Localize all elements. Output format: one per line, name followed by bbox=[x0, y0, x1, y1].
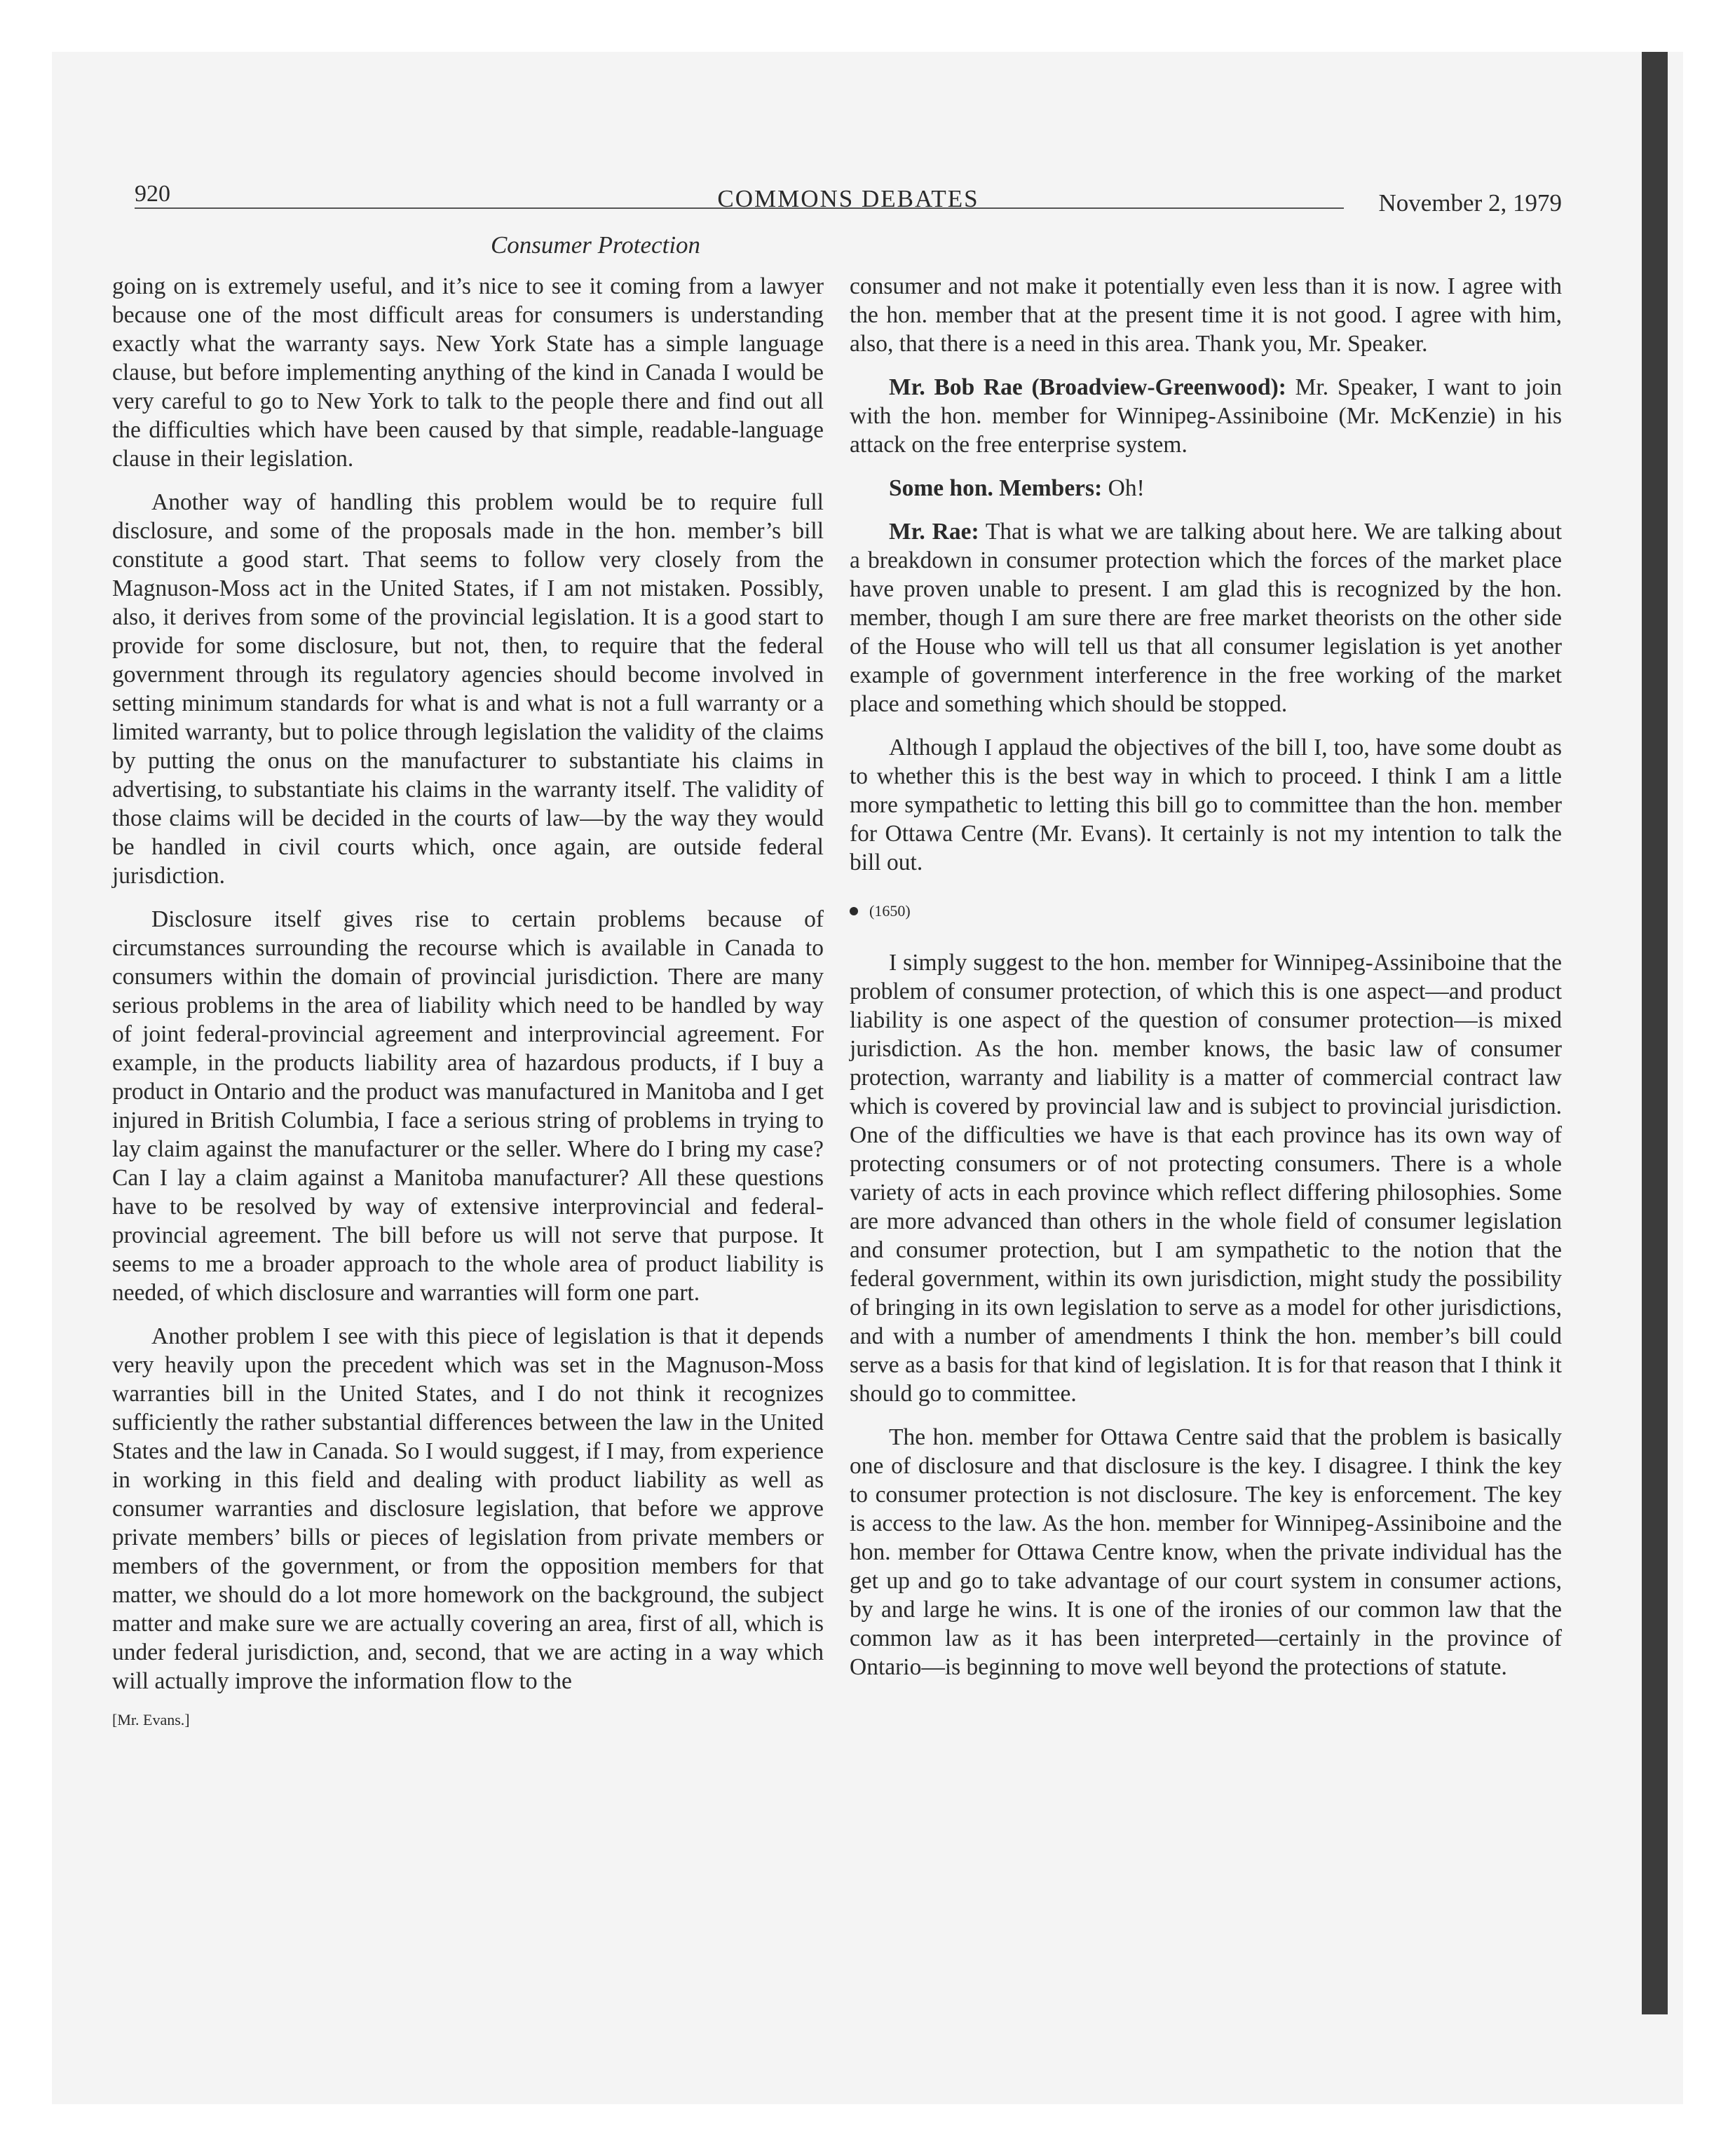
speaker-name: Mr. Rae: bbox=[889, 519, 979, 545]
paragraph: Another way of handling this problem would be to require full disclosure, and some of the proposals made in the hon. member’s bill constitute a good start. That seems to follow very closely from the Magnuson-Moss act in the United States, if I am not mistaken. Possibly, also, it derives from some of the provincial legislation. It is a good start to provide for some disclosure, but not, then, to require that the federal government through its regulatory agencies should become involved in setting minimum standards for what is and what is not a full warranty or a limited warranty, but to police through legislation the validity of the claims by putting the onus on the manufacturer to substantiate his claims in advertising, to substantiate his claims in the warranty itself. The validity of those claims will be decided in the courts of law—by the way they would be handled in civil courts which, once again, are outside federal jurisdiction. bbox=[112, 489, 824, 889]
speaker-attribution: [Mr. Evans.] bbox=[112, 1711, 190, 1728]
right-column bbox=[850, 272, 1562, 1696]
paragraph: Another problem I see with this piece of legislation is that it depends very heavily upon the precedent which was set in the Magnuson-Moss warranties bill in the United States, and I do not think it recognizes sufficiently the rather substantial differences between the law in the United States and the law in Canada. So I would suggest, if I may, from experience in working in this field and dealing with product liability as well as consumer warranties and disclosure legislation, that before we approve private members’ bills or pieces of legislation from private members or members of the government, or from the opposition members for that matter, we should do a lot more homework on the background, the subject matter and make sure we are actually covering an area, first of all, which is under federal jurisdiction, and, second, that we are acting in a way which will actually improve the information flow to the bbox=[112, 1323, 824, 1694]
section-title: Consumer Protection bbox=[490, 231, 701, 259]
page-number: 920 bbox=[135, 181, 170, 207]
header-date: November 2, 1979 bbox=[1378, 189, 1562, 217]
speech-text: Mr. Speaker, I want to join with the hon. member for Winnipeg-Assiniboine (Mr. McKenzie) in his attack on the free enterprise system. bbox=[850, 374, 1562, 458]
speech-paragraph bbox=[850, 517, 1562, 718]
header-rule bbox=[135, 207, 1344, 209]
binding-shadow bbox=[1642, 52, 1668, 2014]
speech-text: That is what we are talking about here. We are talking about a breakdown in consumer protection which the forces of the market place have proven unable to present. I am glad this is recognized by the hon. member, though I am sure there are free market theorists on the other side of the House who will tell us that all consumer legislation is yet another example of government interference in the free working of the market place and something which should be stopped. bbox=[850, 519, 1562, 717]
running-title: COMMONS DEBATES bbox=[717, 185, 979, 212]
time-marker-label: (1650) bbox=[869, 902, 911, 920]
paragraph: The hon. member for Ottawa Centre said that the problem is basically one of disclosure and that disclosure is the key. I disagree. I think the key to consumer protection is not disclosure. The key is enforcement. The key is access to the law. As the hon. member for Winnipeg-Assiniboine and the hon. member for Ottawa Centre know, when the private individual has the get up and go to take advantage of our court system in consumer actions, by and large he wins. It is one of the ironies of our common law that the common law as it has been interpreted—certainly in the province of Ontario—is beginning to move well beyond the protections of statute. bbox=[850, 1424, 1562, 1680]
time-marker bbox=[850, 901, 1562, 922]
speech-paragraph bbox=[850, 373, 1562, 459]
paragraph: Although I applaud the objectives of the bill I, too, have some doubt as to whether this is the best way in which to proceed. I think I am a little more sympathetic to letting this bill go to committee than the hon. member for Ottawa Centre (Mr. Evans). It certainly is not my intention to talk the bill out. bbox=[850, 735, 1562, 875]
speaker-name: Mr. Bob Rae bbox=[889, 374, 1023, 400]
paragraph: consumer and not make it potentially even less than it is now. I agree with the hon. member that at the present time it is not good. I agree with him, also, that there is a need in this area. Thank you, Mr. Speaker. bbox=[850, 273, 1562, 357]
left-column bbox=[112, 272, 824, 1730]
page-header bbox=[135, 181, 1562, 220]
paragraph: going on is extremely useful, and it’s nice to see it coming from a lawyer because one of the most difficult areas for consumers is understanding exactly what the warranty says. New York State has a simple language clause, but before implementing anything of the kind in Canada I would be very careful to go to New York to talk to the people there and find out all the difficulties which have been caused by that simple, readable-language clause in their legislation. bbox=[112, 273, 824, 472]
speaker-constituency: (Broadview-Greenwood): bbox=[1031, 374, 1286, 400]
paragraph: I simply suggest to the hon. member for Winnipeg-Assiniboine that the problem of consumer protection, of which this is one aspect—and product liability is one aspect of the question of consumer protection—is mixed jurisdiction. As the hon. member knows, the basic law of consumer protection, warranty and liability is a matter of commercial contract law which is covered by provincial law and is subject to provincial jurisdiction. One of the difficulties we have is that each province has its own way of protecting consumers or of not protecting consumers. There is a whole variety of acts in each province which reflect differing philosophies. Some are more advanced than others in the whole field of consumer legislation and consumer protection, but I am sympathetic to the notion that the federal government, within its own jurisdiction, might study the possibility of bringing in its own legislation to serve as a model for other jurisdictions, and with a number of amendments I think the hon. member’s bill could serve as a basis for that kind of legislation. It is for that reason that I think it should go to committee. bbox=[850, 950, 1562, 1407]
speech-paragraph bbox=[850, 474, 1562, 503]
speaker-name: Some hon. Members: bbox=[889, 475, 1103, 501]
paragraph: Disclosure itself gives rise to certain problems because of circumstances surrounding the recourse which is available in Canada to consumers within the domain of provincial jurisdiction. There are many serious problems in the area of liability which need to be handled by way of joint federal-provincial agreement and interprovincial agreement. For example, in the products liability area of hazardous products, if I buy a product in Ontario and the product was manufactured in Manitoba and I get injured in British Columbia, I face a serious string of problems in trying to lay claim against the manufacturer or the seller. Where do I bring my case? Can I lay a claim against a Manitoba manufacturer? All these questions have to be resolved by way of extensive interprovincial and federal-provincial agreement. The bill before us will not serve that purpose. It seems to me a broader approach to the whole area of product liability is needed, of which disclosure and warranties will form one part. bbox=[112, 906, 824, 1306]
speech-text: Oh! bbox=[1108, 475, 1145, 501]
bullet-icon bbox=[850, 907, 858, 915]
